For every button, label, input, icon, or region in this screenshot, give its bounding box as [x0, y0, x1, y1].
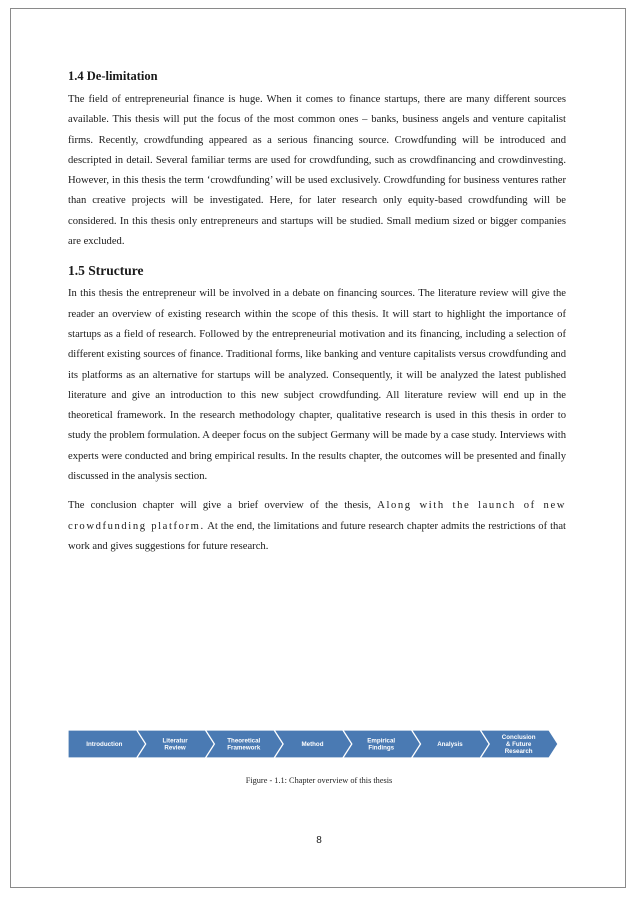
- page-number: 8: [316, 835, 322, 846]
- figure-caption: Figure - 1.1: Chapter overview of this thesis: [245, 776, 393, 785]
- paragraph-2-start: The conclusion chapter will give a brief overview of the thesis,: [68, 500, 371, 512]
- paragraph-2-spaced: Along with the launch of new crowdfunding platform.: [68, 500, 567, 532]
- delimitation-paragraph: The field of entrepreneurial finance is huge. When it comes to finance startups, there are many different sources available. This thesis will put the focus of the most common ones – banks, business angels and venture capitalist firms. Recently, crowdfunding appeared as a serious financing source. Crowdfunding will be introduced and descripted in detail. Several familiar terms are used for crowdfunding, such as crowdfinancing and crowdinvesting. However, in this thesis the term ‘crowdfunding’ will be used exclusively. Crowdfunding for business ventures rather than creative projects will be investigated. Here, for later research only equity-based crowdfunding will be considered. In this thesis only entrepreneurs and startups will be studied. Small medium sized or bigger companies are excluded.: [68, 94, 566, 248]
- chapter-step-label: Method: [301, 741, 324, 748]
- page-content: [68, 68, 566, 557]
- chapter-step-label: Theoretical Framework: [227, 737, 261, 752]
- paragraph-2-end: At the end, the limitations and future research chapter admits the restrictions of that work and gives suggestions for future research.: [68, 520, 566, 552]
- section-heading-delimitation: 1.4 De-limitation: [68, 69, 158, 83]
- structure-paragraph-2: [68, 496, 566, 557]
- chapter-step-label: Empirical Findings: [367, 737, 396, 752]
- chapter-step-label: Introduction: [86, 741, 123, 748]
- chapter-step-label: Literatur Review: [162, 737, 188, 752]
- chapter-step-label: Analysis: [437, 741, 463, 748]
- structure-paragraph-1: In this thesis the entrepreneur will be involved in a debate on financing sources. The literature review will give the reader an overview of existing research within the scope of this thesis. It will start to highlight the importance of startups as a field of research. Followed by the entrepreneurial motivation and its financing, including a selection of different existing sources of finance. Traditional forms, like banking and venture capitalists versus crowdfunding and its platforms as an alternative for startups will be analyzed. Consequently, it will be analyzed the latest published literature and give an introduction to this new subject crowdfunding. All literature review will end up in the theoretical framework. In the research methodology chapter, qualitative research is used in this thesis in order to study the problem formulation. A deeper focus on the subject Germany will be made by a case study. Interviews with experts were conducted and bring empirical results. In the results chapter, the outcomes will be presented and finally discussed in the analysis section.: [68, 288, 566, 483]
- structure-section: [68, 262, 566, 557]
- chapter-overview-diagram: [68, 727, 558, 761]
- chapter-step-label: Conclusion & Future Research: [501, 734, 536, 755]
- section-heading-structure: 1.5 Structure: [68, 263, 144, 279]
